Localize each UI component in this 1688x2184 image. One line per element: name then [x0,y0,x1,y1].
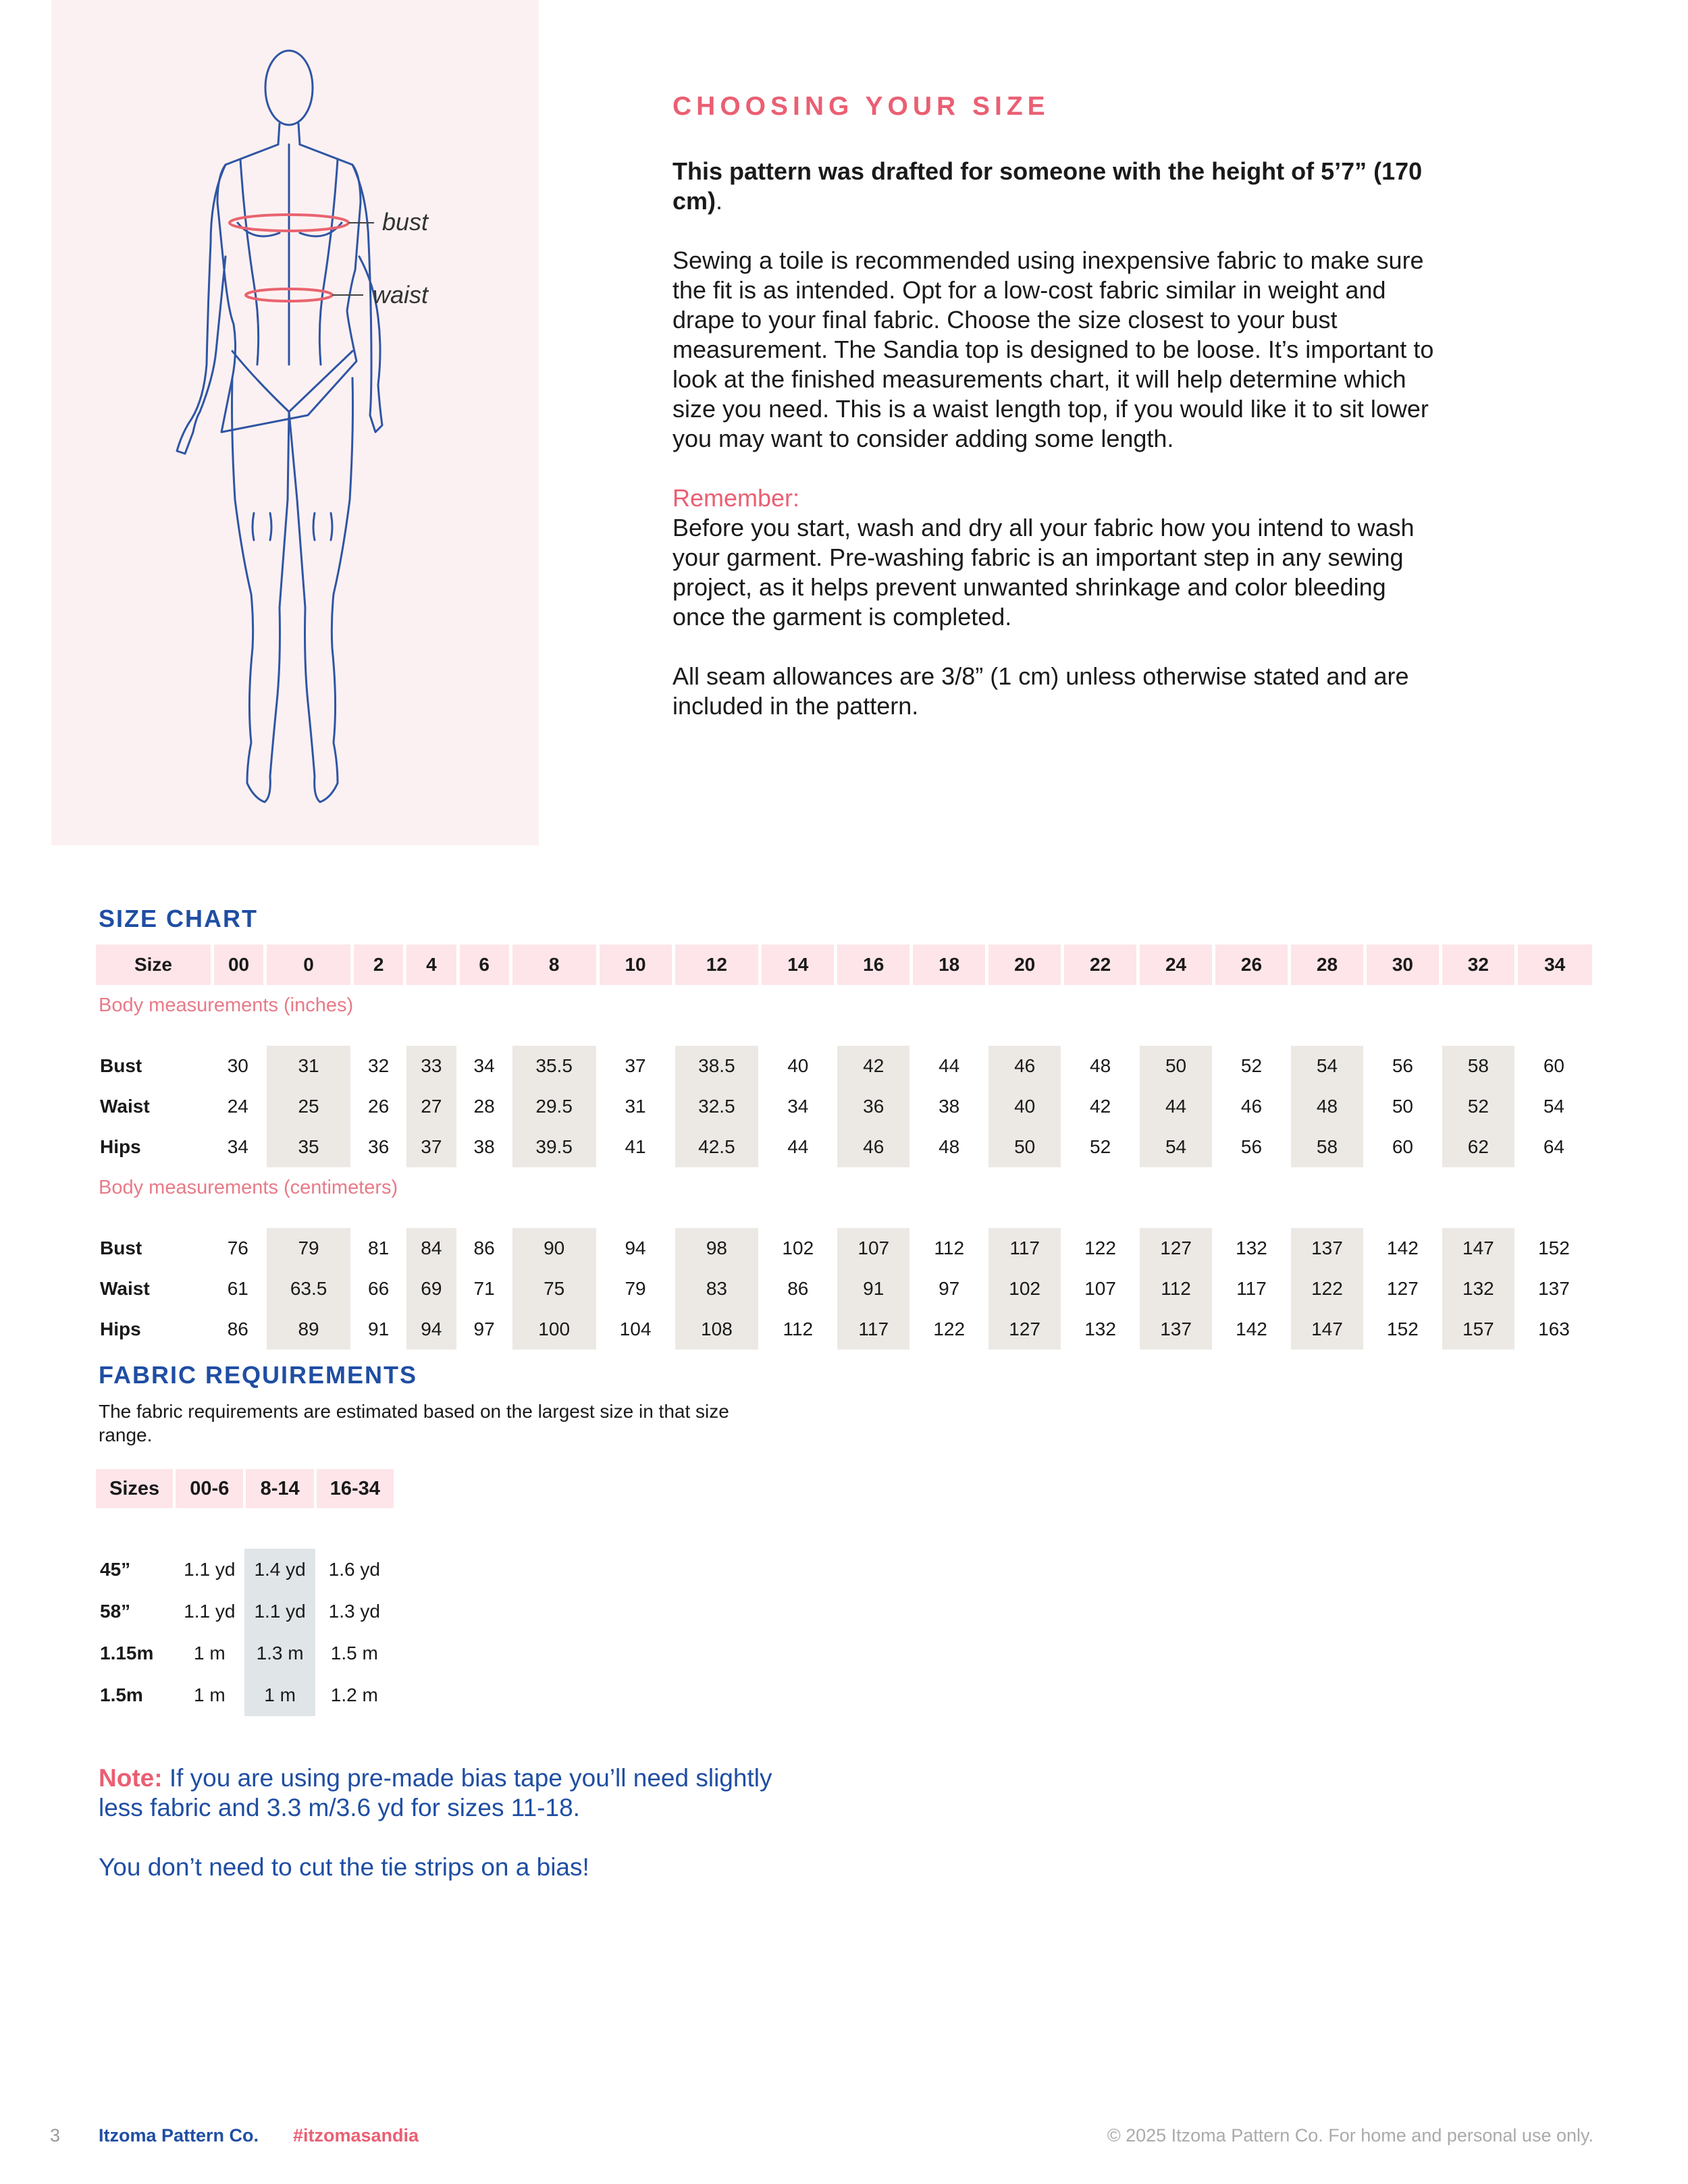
height-note-text: This pattern was drafted for someone with the height of 5’7” (170 cm) [672,157,1423,215]
remember-label: Remember: [672,484,800,512]
measurement-cell: 117 [1214,1269,1290,1309]
fabric-header-cell: 8-14 [244,1469,315,1508]
spacer-cell [96,1208,1592,1228]
measurement-cell: 42 [836,1046,912,1086]
size-header-cell: 14 [760,944,836,985]
measurement-cell: 112 [912,1228,987,1269]
measurement-cell: 132 [1440,1269,1516,1309]
row-label: Bust [100,1055,142,1076]
remember-text: Before you start, wash and dry all your fabric how you intend to wash your garment. Pre-washing fabric is an important step in any sewing project, as it helps prevent unwanted shrinkage and color bleeding once the garment is completed. [672,514,1415,631]
size-header-cell: 16 [836,944,912,985]
size-header-cell: 18 [912,944,987,985]
size-header-cell: 6 [458,944,510,985]
spacer-cell [96,1026,1592,1046]
table-row [96,1086,1592,1127]
spacer-row [96,1508,394,1549]
remember-paragraph [672,483,1435,632]
fabric-amount-cell: 1 m [244,1674,315,1716]
croquis-illustration [51,0,539,845]
size-header-cell: 26 [1214,944,1290,985]
measurement-cell: 33 [405,1046,458,1086]
size-header-cell: 32 [1440,944,1516,985]
measurement-cell: 38 [912,1086,987,1127]
note-label: Note: [99,1764,163,1792]
fabric-row [96,1549,394,1591]
measurement-cell: 37 [405,1127,458,1167]
measurement-cell: 91 [836,1269,912,1309]
measurement-cell: 35 [265,1127,352,1167]
page-number: 3 [50,2125,61,2146]
measurement-cell: 63.5 [265,1269,352,1309]
fabric-width-label: 58” [100,1601,131,1622]
row-label: Hips [100,1136,141,1157]
table-row [96,1046,1592,1086]
measurement-cell: 44 [1138,1086,1214,1127]
measurement-group-row [96,1167,1592,1208]
size-header-cell: 4 [405,944,458,985]
measurement-cell: 107 [836,1228,912,1269]
footer-hashtag: #itzomasandia [293,2125,419,2146]
measurement-cell: 25 [265,1086,352,1127]
measurement-cell: 60 [1516,1046,1591,1086]
fabric-amount-cell: 1 m [193,1684,226,1705]
fabric-requirements-title: FABRIC REQUIREMENTS [99,1361,418,1389]
size-header-label: Size [96,944,212,985]
measurement-cell: 157 [1440,1309,1516,1350]
measurement-cell: 97 [458,1309,510,1350]
measurement-cell: 127 [987,1309,1063,1350]
measurement-cell: 46 [987,1046,1063,1086]
measurement-cell: 58 [1440,1046,1516,1086]
measurement-cell: 48 [1289,1086,1365,1127]
size-header-row [96,944,1592,985]
measurement-cell: 44 [912,1046,987,1086]
size-header-cell: 30 [1365,944,1440,985]
fabric-amount-cell: 1.1 yd [184,1559,236,1580]
measurement-cell: 86 [212,1309,265,1350]
fabric-header-row [96,1469,394,1508]
fabric-amount-cell: 1.6 yd [328,1559,380,1580]
height-note-period: . [716,187,723,215]
spacer-cell [96,1508,394,1549]
measurement-cell: 64 [1516,1127,1591,1167]
seam-allowance-paragraph: All seam allowances are 3/8” (1 cm) unless otherwise stated and are included in the pattern. [672,662,1409,720]
measurement-cell: 91 [352,1309,404,1350]
spacer-row [96,1208,1592,1228]
fabric-width-label: 45” [100,1559,131,1580]
measurement-cell: 81 [352,1228,404,1269]
measurement-cell: 54 [1138,1127,1214,1167]
measurement-cell: 42.5 [673,1127,760,1167]
size-header-cell: 12 [673,944,760,985]
height-note [672,157,1435,216]
measurement-cell: 132 [1214,1228,1290,1269]
size-header-cell: 20 [987,944,1063,985]
fabric-amount-cell: 1.1 yd [244,1591,315,1632]
measurement-cell: 137 [1516,1269,1591,1309]
measurement-group-label: Body measurements (inches) [96,985,1592,1026]
measurement-cell: 39.5 [510,1127,598,1167]
measurement-cell: 28 [458,1086,510,1127]
measurement-cell: 86 [760,1269,836,1309]
measurement-cell: 163 [1516,1309,1591,1350]
measurement-cell: 94 [598,1228,673,1269]
size-header-cell: 28 [1289,944,1365,985]
measurement-cell: 98 [673,1228,760,1269]
note-text: If you are using pre-made bias tape you’ll need slightly less fabric and 3.3 m/3.6 yd for sizes 11-18. [99,1764,772,1821]
head-shape [265,51,313,125]
measurement-cell: 36 [352,1127,404,1167]
measurement-cell: 62 [1440,1127,1516,1167]
measurement-cell: 94 [405,1309,458,1350]
note-paragraph [99,1763,774,1823]
measurement-cell: 107 [1063,1269,1138,1309]
measurement-cell: 29.5 [510,1086,598,1127]
measurement-cell: 86 [458,1228,510,1269]
row-label: Hips [100,1319,141,1339]
bias-tape-note [99,1763,774,1912]
measurement-cell: 30 [212,1046,265,1086]
measurement-cell: 102 [987,1269,1063,1309]
measurement-cell: 100 [510,1309,598,1350]
table-row [96,1269,1592,1309]
measurement-cell: 69 [405,1269,458,1309]
measurement-cell: 26 [352,1086,404,1127]
measurement-cell: 127 [1138,1228,1214,1269]
fabric-header-cell: 16-34 [315,1469,394,1508]
fabric-row [96,1674,394,1716]
measurement-cell: 112 [1138,1269,1214,1309]
measurement-cell: 97 [912,1269,987,1309]
size-header-cell: 10 [598,944,673,985]
size-chart-table [96,944,1593,1350]
fabric-header-cell: Sizes [96,1469,174,1508]
measurement-cell: 122 [1289,1269,1365,1309]
measurement-cell: 79 [265,1228,352,1269]
size-chart-title: SIZE CHART [99,905,258,932]
measurement-cell: 48 [1063,1046,1138,1086]
size-header-cell: 8 [510,944,598,985]
measurement-cell: 142 [1214,1309,1290,1350]
measurement-cell: 46 [1214,1086,1290,1127]
measurement-cell: 83 [673,1269,760,1309]
size-header-cell: 00 [212,944,265,985]
measurement-cell: 122 [1063,1228,1138,1269]
measurement-cell: 71 [458,1269,510,1309]
measurement-cell: 31 [598,1086,673,1127]
row-label: Waist [100,1278,150,1299]
measurement-cell: 152 [1365,1309,1440,1350]
measurement-cell: 54 [1516,1086,1591,1127]
fabric-amount-cell: 1.4 yd [244,1549,315,1591]
measurement-cell: 24 [212,1086,265,1127]
waist-label: waist [373,281,429,309]
fabric-amount-cell: 1.3 m [244,1632,315,1674]
table-row [96,1309,1592,1350]
measurement-cell: 46 [836,1127,912,1167]
measurement-group-label: Body measurements (centimeters) [96,1167,1592,1208]
measurement-cell: 137 [1138,1309,1214,1350]
row-label: Waist [100,1096,150,1117]
measurement-cell: 52 [1440,1086,1516,1127]
size-header-cell: 22 [1063,944,1138,985]
measurement-cell: 34 [458,1046,510,1086]
fabric-description: The fabric requirements are estimated based on the largest size in that size range. [99,1401,729,1445]
measurement-cell: 89 [265,1309,352,1350]
measurement-cell: 79 [598,1269,673,1309]
measurement-cell: 112 [760,1309,836,1350]
measurement-cell: 37 [598,1046,673,1086]
fabric-width-label: 1.5m [100,1684,143,1705]
measurement-cell: 90 [510,1228,598,1269]
bust-measure-line [230,215,374,231]
spacer-row [96,1026,1592,1046]
measurement-cell: 38.5 [673,1046,760,1086]
measurement-cell: 56 [1365,1046,1440,1086]
footer-copyright: © 2025 Itzoma Pattern Co. For home and personal use only. [1107,2125,1593,2146]
measurement-cell: 84 [405,1228,458,1269]
measurement-cell: 32 [352,1046,404,1086]
measurement-cell: 137 [1289,1228,1365,1269]
row-label: Bust [100,1237,142,1258]
toile-paragraph: Sewing a toile is recommended using inexpensive fabric to make sure the fit is as intended. Opt for a low-cost fabric similar in weight and drape to your final fabric. Choose the size closest to your bust measurement. The Sandia top is designed to be loose. It’s important to look at the finished measurements chart, it will help determine which size you need. This is a waist length top, if you would like it to sit lower you may want to consider adding some length. [672,246,1434,452]
bust-label: bust [382,208,429,236]
measurement-cell: 34 [760,1086,836,1127]
measurement-cell: 75 [510,1269,598,1309]
measurement-cell: 36 [836,1086,912,1127]
size-header-cell: 34 [1516,944,1591,985]
measurement-cell: 127 [1365,1269,1440,1309]
measurement-group-row [96,985,1592,1026]
measurement-cell: 147 [1440,1228,1516,1269]
waist-measure-line [246,289,363,301]
measurement-cell: 32.5 [673,1086,760,1127]
measurement-cell: 142 [1365,1228,1440,1269]
measurement-cell: 31 [265,1046,352,1086]
measurement-cell: 42 [1063,1086,1138,1127]
fabric-amount-cell: 1.3 yd [328,1601,380,1622]
measurement-cell: 122 [912,1309,987,1350]
measurement-cell: 56 [1214,1127,1290,1167]
fabric-table [96,1469,394,1716]
measurement-cell: 38 [458,1127,510,1167]
measurement-cell: 40 [987,1086,1063,1127]
size-header-cell: 2 [352,944,404,985]
measurement-cell: 60 [1365,1127,1440,1167]
measurement-cell: 76 [212,1228,265,1269]
measurement-cell: 152 [1516,1228,1591,1269]
measurement-cell: 54 [1289,1046,1365,1086]
fabric-header-cell: 00-6 [174,1469,244,1508]
measurement-cell: 52 [1063,1127,1138,1167]
measurement-cell: 35.5 [510,1046,598,1086]
measurement-cell: 117 [836,1309,912,1350]
page-title: CHOOSING YOUR SIZE [672,92,1050,121]
fabric-amount-cell: 1.2 m [330,1684,378,1705]
measurement-cell: 108 [673,1309,760,1350]
size-header-cell: 24 [1138,944,1214,985]
measurement-cell: 52 [1214,1046,1290,1086]
measurement-cell: 27 [405,1086,458,1127]
measurement-cell: 58 [1289,1127,1365,1167]
measurement-cell: 50 [987,1127,1063,1167]
measurement-cell: 66 [352,1269,404,1309]
measurement-cell: 41 [598,1127,673,1167]
intro-section [672,92,1435,751]
footer-brand: Itzoma Pattern Co. [99,2125,259,2146]
size-header-cell: 0 [265,944,352,985]
table-row [96,1127,1592,1167]
measurement-cell: 50 [1138,1046,1214,1086]
measurement-cell: 117 [987,1228,1063,1269]
measurement-cell: 48 [912,1127,987,1167]
measurement-cell: 104 [598,1309,673,1350]
fabric-row [96,1591,394,1632]
fabric-amount-cell: 1 m [193,1643,226,1663]
fabric-width-label: 1.15m [100,1643,154,1663]
figure-panel [51,0,539,845]
measurement-cell: 40 [760,1046,836,1086]
measurement-cell: 61 [212,1269,265,1309]
table-row [96,1228,1592,1269]
measurement-cell: 34 [212,1127,265,1167]
fabric-amount-cell: 1.1 yd [184,1601,236,1622]
tie-strips-note: You don’t need to cut the tie strips on a bias! [99,1853,589,1881]
measurement-cell: 102 [760,1228,836,1269]
measurement-cell: 44 [760,1127,836,1167]
measurement-cell: 147 [1289,1309,1365,1350]
measurement-cell: 50 [1365,1086,1440,1127]
fabric-row [96,1632,394,1674]
fabric-amount-cell: 1.5 m [330,1643,378,1663]
measurement-cell: 132 [1063,1309,1138,1350]
